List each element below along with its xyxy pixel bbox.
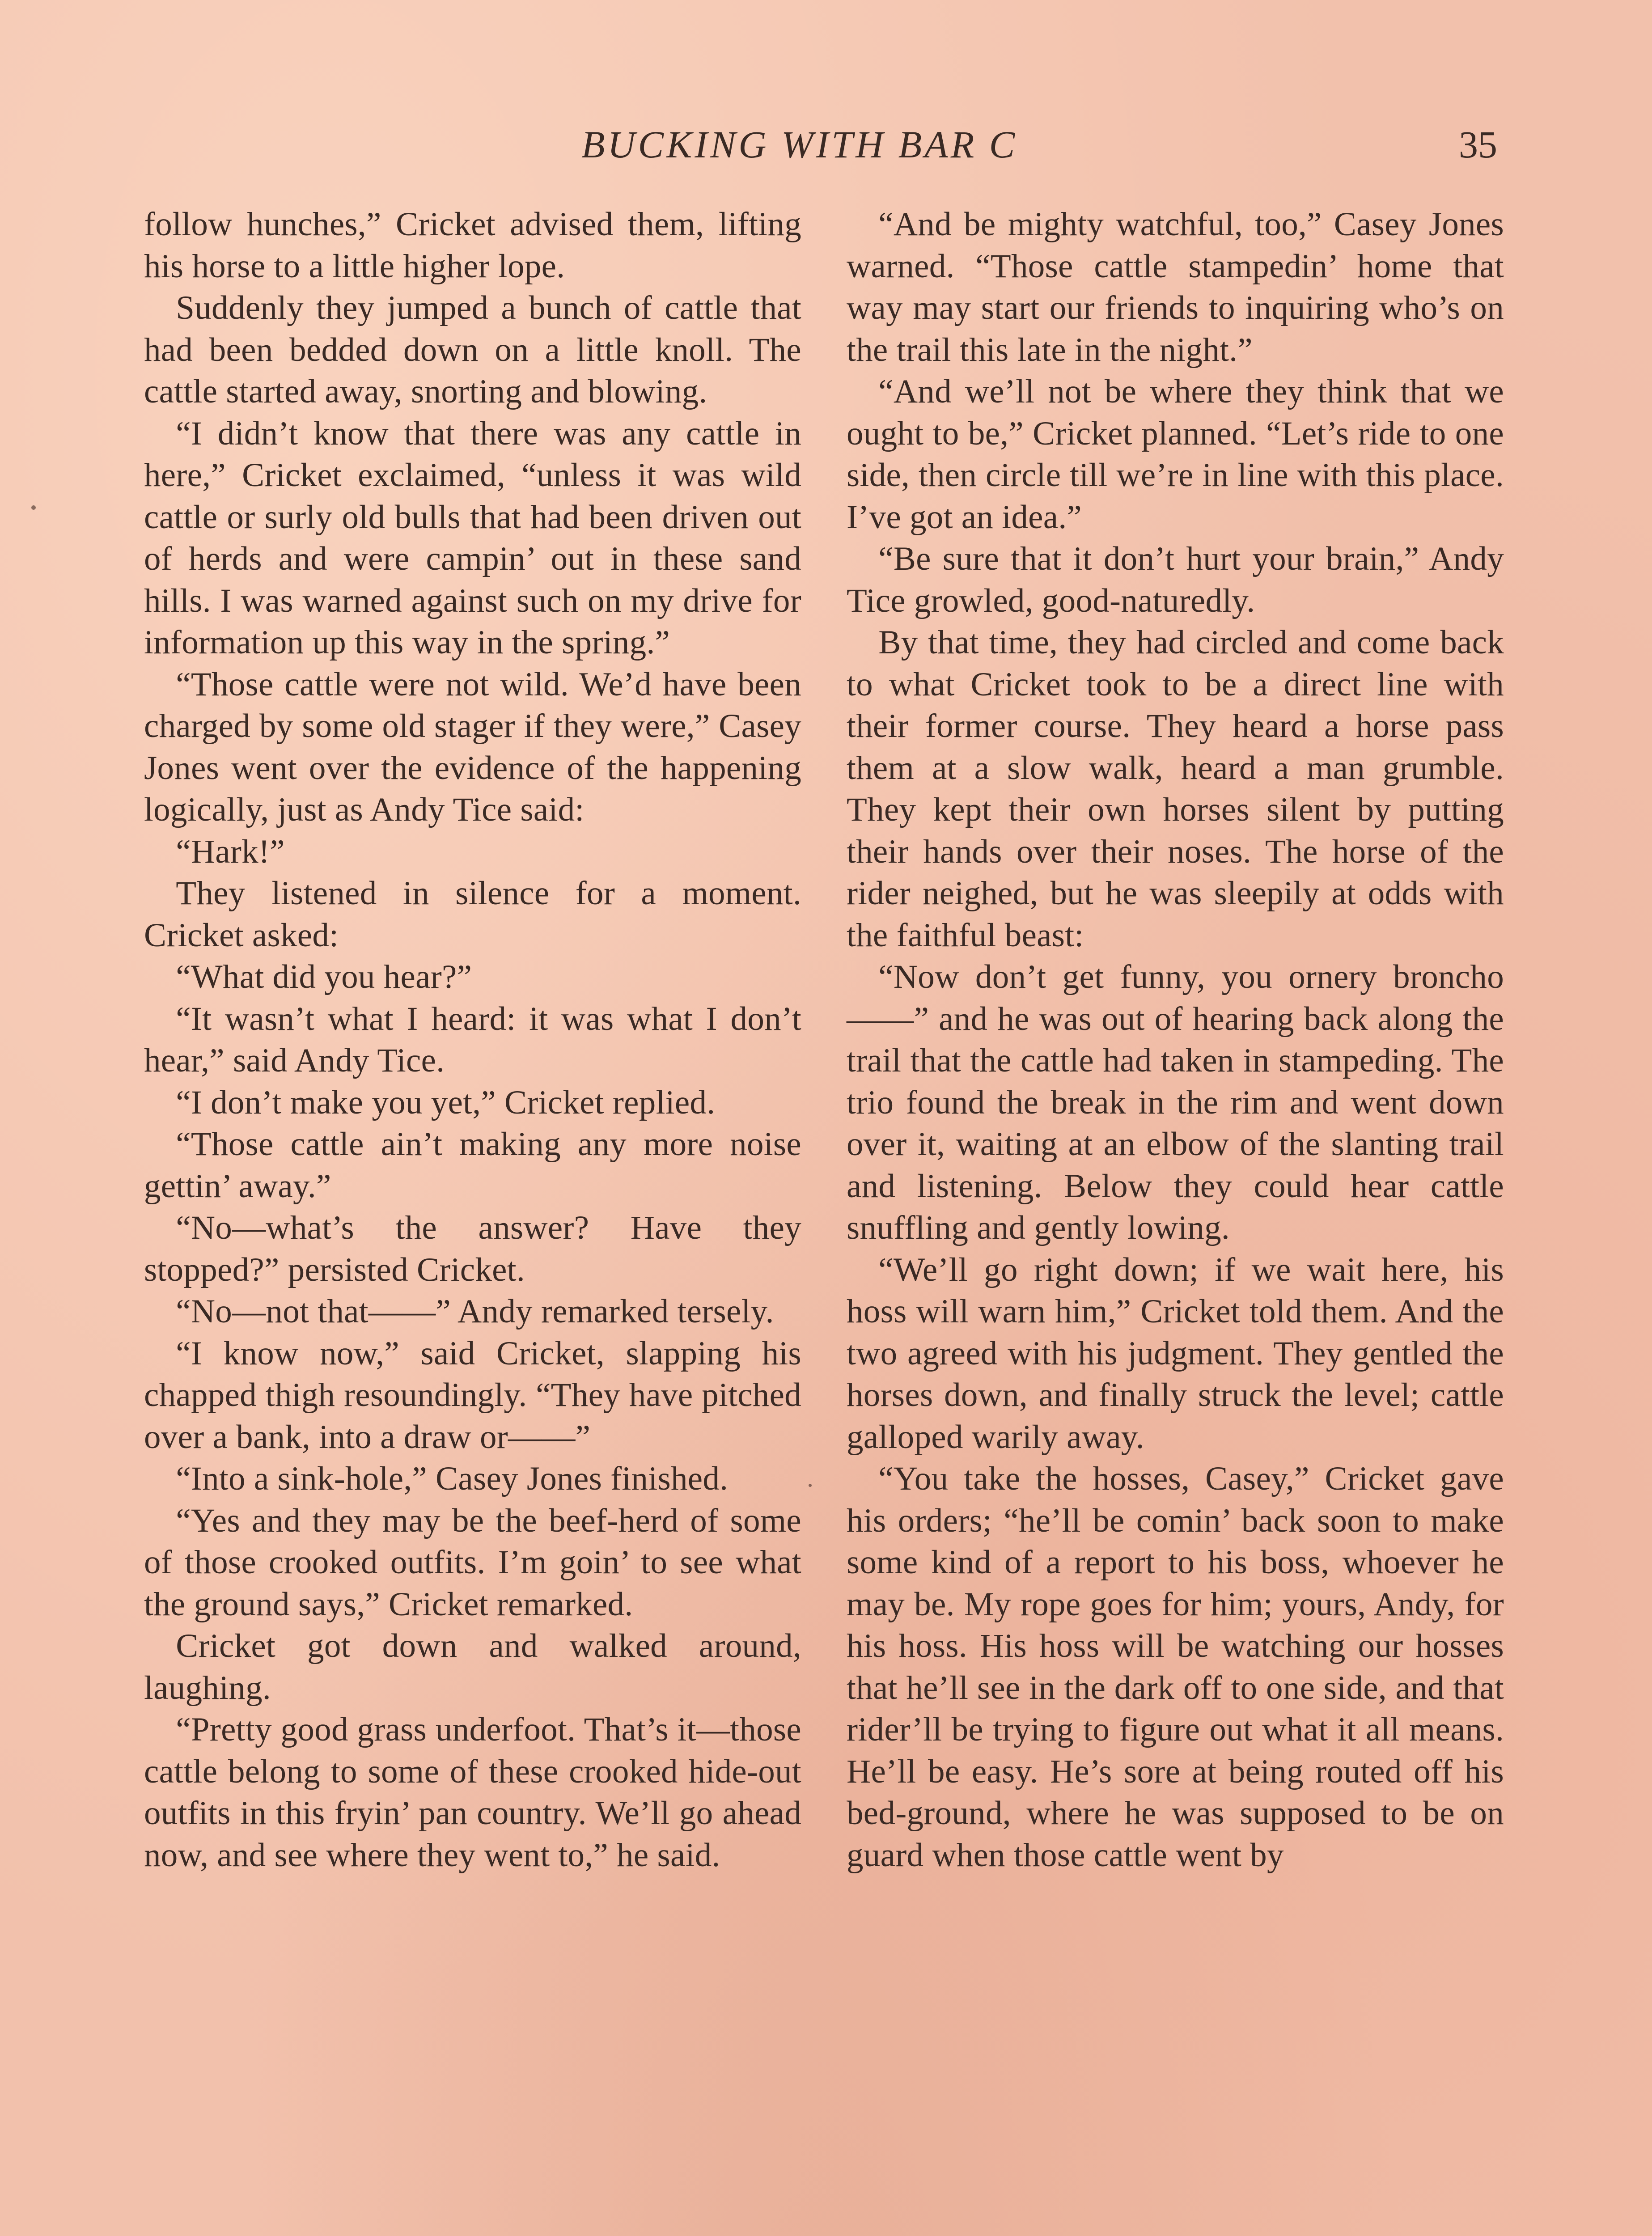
paragraph: They listened in silence for a moment. Cricket asked: — [144, 875, 801, 954]
paper-speck — [31, 505, 36, 510]
paragraph: “I don’t make you yet,” Cricket replied. — [176, 1084, 716, 1121]
paragraph: “I know now,” said Cricket, slapping his chapped thigh resoundingly. “They have pitched over a bank, into a draw or——” — [144, 1334, 801, 1456]
paragraph: “Yes and they may be the beef-herd of some of those crooked outfits. I’m goin’ to see what the ground says,” Cricket remarked. — [144, 1502, 801, 1623]
paragraph: “And we’ll not be where they think that we ought to be,” Cricket planned. “Let’s ride to one side, then circle till we’re in line with this place. I’ve got an idea.” — [847, 373, 1504, 536]
page-number: 35 — [1459, 123, 1497, 166]
paragraph: “Into a sink-hole,” Casey Jones finished. — [176, 1460, 729, 1497]
left-column — [144, 203, 801, 1876]
paragraph: “Pretty good grass underfoot. That’s it—those cattle belong to some of these crooked hide-out outfits in this fryin’ pan country. We’ll go ahead now, and see where they went to,” he said. — [144, 1711, 801, 1874]
paragraph: “It wasn’t what I heard: it was what I don’t hear,” said Andy Tice. — [144, 1000, 801, 1079]
paragraph: “Those cattle were not wild. We’d have been charged by some old stager if they were,” Casey Jones went over the evidence of the happening logically, just as Andy Tice said: — [144, 665, 801, 828]
paragraph: “Hark!” — [176, 833, 285, 870]
paragraph: Suddenly they jumped a bunch of cattle that had been bedded down on a little knoll. The cattle started away, snorting and blowing. — [144, 289, 801, 410]
paper-speck — [809, 1484, 812, 1487]
running-head — [0, 120, 1652, 169]
paragraph: “Those cattle ain’t making any more noise gettin’ away.” — [144, 1126, 801, 1205]
paragraph: “No—not that——” Andy remarked tersely. — [176, 1293, 774, 1330]
paragraph: Cricket got down and walked around, laughing. — [144, 1627, 801, 1707]
running-title: BUCKING WITH BAR C — [581, 123, 1018, 166]
paragraph: “Be sure that it don’t hurt your brain,” Andy Tice growled, good-naturedly. — [847, 540, 1504, 619]
paragraph: “We’ll go right down; if we wait here, his hoss will warn him,” Cricket told them. And the two agreed with his judgment. They gentled the horses down, and finally struck the level; cattle galloped warily away. — [847, 1251, 1504, 1456]
paragraph: follow hunches,” Cricket advised them, lifting his horse to a little higher lope. — [144, 206, 801, 285]
paragraph: “What did you hear?” — [176, 958, 472, 995]
paragraph: “No—what’s the answer? Have they stopped?” persisted Cricket. — [144, 1209, 801, 1288]
paragraph: “Now don’t get funny, you ornery broncho——” and he was out of hearing back along the trail that the cattle had taken in stampeding. The trio found the break in the rim and went down over it, waiting at an elbow of the slanting trail and listening. Below they could hear cattle snuffling and gently lowing. — [847, 958, 1504, 1246]
paragraph: “You take the hosses, Casey,” Cricket gave his orders; “he’ll be comin’ back soon to make some kind of a report to his boss, whoever he may be. My rope goes for him; yours, Andy, for his hoss. His hoss will be watching our hosses that he’ll see in the dark off to one side, and that rider’ll be trying to figure out what it all means. He’ll be easy. He’s sore at being routed off his bed-ground, where he was supposed to be on guard when those cattle went by — [847, 1460, 1504, 1874]
paragraph: “I didn’t know that there was any cattle in here,” Cricket exclaimed, “unless it was wild cattle or surly old bulls that had been driven out of herds and were campin’ out in these sand hills. I was warned against such on my drive for information up this way in the spring.” — [144, 415, 801, 661]
paragraph: “And be mighty watchful, too,” Casey Jones warned. “Those cattle stampedin’ home that way may start our friends to inquiring who’s on the trail this late in the night.” — [847, 206, 1504, 368]
paragraph: By that time, they had circled and come back to what Cricket took to be a direct line with their former course. They heard a horse pass them at a slow walk, heard a man grumble. They kept their own horses silent by putting their hands over their noses. The horse of the rider neighed, but he was sleepily at odds with the faithful beast: — [847, 624, 1504, 954]
right-column — [847, 203, 1504, 1876]
